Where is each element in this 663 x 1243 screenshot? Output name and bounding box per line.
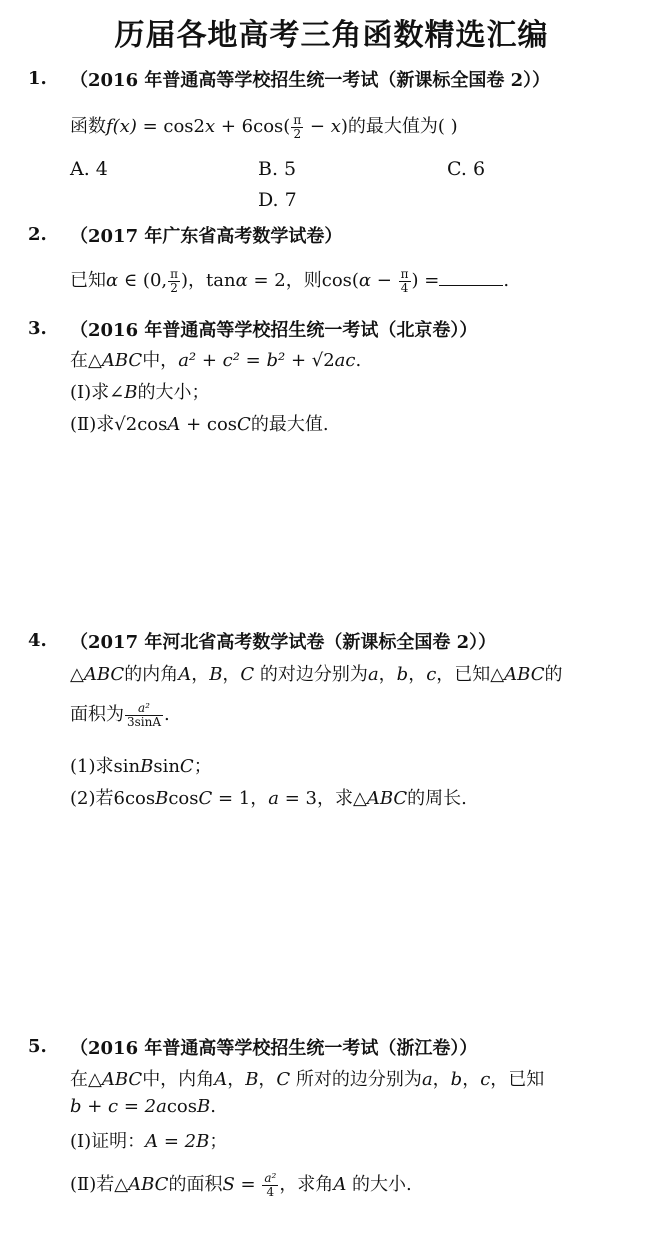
- question-5-source: （2016 年普通高等学校招生统一考试（浙江卷））: [70, 1038, 478, 1059]
- question-1-stem: 函数f(x) = cos2x + 6cos( $\frac{\pi}{2}$ − x)的最大值为( ): [70, 112, 458, 141]
- question-5-line-2: b + c = 2acosB.: [70, 1096, 216, 1117]
- question-5-number: 5.: [28, 1036, 47, 1057]
- question-1-number: 1.: [28, 68, 47, 89]
- question-1-option-c: C. 6: [447, 158, 486, 180]
- question-3-part-2: (Ⅱ)求√2cosA + cosC的最大值.: [70, 414, 329, 435]
- question-4-line-1: △ABC的内角A，B，C 的对边分别为a，b，c，已知△ABC的: [70, 664, 563, 685]
- question-3-part-1: (Ⅰ)求∠B的大小；: [70, 382, 210, 403]
- page-title: 历届各地高考三角函数精选汇编: [114, 18, 549, 53]
- question-4-number: 4.: [28, 630, 47, 651]
- area-fraction: $\frac{\text{a²}}{3\sin A}$: [127, 700, 162, 729]
- question-1-option-a: A. 4: [70, 158, 108, 180]
- pi-over-2-fraction: $\frac{\pi}{2}$: [293, 112, 302, 141]
- question-3-source: （2016 年普通高等学校招生统一考试（北京卷））: [70, 320, 478, 341]
- question-1-option-b: B. 5: [258, 158, 297, 180]
- question-1-option-d: D. 7: [258, 189, 297, 211]
- question-4-source: （2017 年河北省高考数学试卷（新课标全国卷 2））: [70, 632, 497, 653]
- question-1-source: （2016 年普通高等学校招生统一考试（新课标全国卷 2））: [70, 70, 551, 91]
- question-5-line-1: 在△ABC中，内角A，B，C 所对的边分别为a，b，c，已知: [70, 1069, 545, 1090]
- question-2-number: 2.: [28, 224, 47, 245]
- answer-blank: [439, 269, 503, 286]
- question-5-part-1: (Ⅰ)证明：A = 2B；: [70, 1131, 228, 1152]
- question-3-number: 3.: [28, 318, 47, 339]
- question-5-part-2: (Ⅱ)若△ABC的面积S = $\frac{\text{a²}}{4}$ ，求角A 的大小.: [70, 1170, 412, 1199]
- question-4-part-1: (1)求sinBsinC；: [70, 756, 212, 777]
- question-2-source: （2017 年广东省高考数学试卷）: [70, 226, 343, 247]
- question-4-line-2: 面积为 $\frac{\text{a²}}{3\sin A}$ .: [70, 700, 170, 729]
- question-4-part-2: (2)若6cosBcosC = 1，a = 3，求△ABC的周长.: [70, 788, 467, 809]
- question-3-line-1: 在△ABC中，a² + c² = b² + √2ac.: [70, 350, 362, 371]
- area-fraction: $\frac{\text{a²}}{4}$: [264, 1170, 277, 1199]
- question-2-stem: 已知α ∈ (0, $\frac{\pi}{2}$ )，tanα = 2，则cos(α − $\frac{\pi}{4}$ ) = .: [70, 266, 510, 295]
